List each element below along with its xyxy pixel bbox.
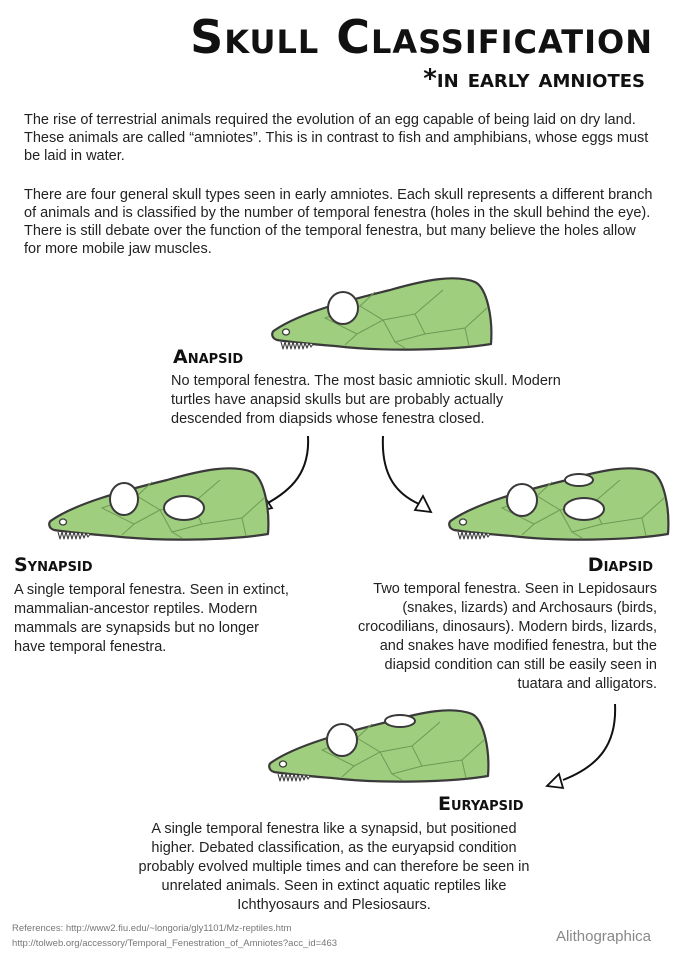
arrow-to-euryapsid: [535, 700, 635, 800]
synapsid-description: A single temporal fenestra. Seen in extinct, mammalian-ancestor reptiles. Modern mammals are synapsids but no longer have temporal fenestra.: [14, 582, 289, 655]
references: [12, 921, 337, 951]
reference-link-2[interactable]: http://tolweb.org/accessory/Temporal_Fenestration_of_Amniotes?acc_id=463: [12, 938, 338, 949]
anapsid-heading: Anapsid: [173, 346, 244, 368]
synapsid-skull-illustration: [42, 458, 277, 548]
temporal-fenestra: [164, 496, 204, 520]
arrow-to-diapsid: [375, 432, 445, 522]
diapsid-description: Two temporal fenestra. Seen in Lepidosaurs (snakes, lizards) and Archosaurs (birds, crocodilians, dinosaurs). Modern birds, lizards, and snakes have modified fenestra, but the diapsid condition can still be easily seen in tuatara and alligators.: [358, 581, 657, 692]
intro-paragraph-2: There are four general skull types seen in early amniotes. Each skull represents a different branch of animals and is classified by the number of temporal fenestra (holes in the skull behind the eye). There is still debate over the function of the temporal fenestra, but many believe the holes allow for more mobile jaw muscles.: [24, 187, 653, 257]
orbit-hole: [327, 724, 357, 756]
intro-paragraph-1: The rise of terrestrial animals required the evolution of an egg capable of being laid on dry land. These animals are called “amniotes”. This is in contrast to fish and amphibians, whose eggs must be laid in water.: [24, 112, 649, 164]
upper-temporal-fenestra: [565, 474, 593, 486]
anapsid-description: No temporal fenestra. The most basic amniotic skull. Modern turtles have anapsid skulls but are probably actually descended from diapsids whose fenestra closed.: [171, 373, 561, 427]
diapsid-heading: Diapsid: [587, 554, 653, 576]
lower-temporal-fenestra: [564, 498, 604, 520]
orbit-hole: [328, 292, 358, 324]
anapsid-skull-illustration: [265, 268, 500, 358]
page-title: Skull Classification: [190, 10, 653, 64]
temporal-fenestra: [385, 715, 415, 727]
euryapsid-skull-illustration: [262, 700, 497, 790]
euryapsid-heading: Euryapsid: [438, 793, 524, 815]
euryapsid-description: A single temporal fenestra like a synapsid, but positioned higher. Debated classification, as the euryapsid condition probably evolved multiple times and can therefore be seen in unrelated animals. Seen in extinct aquatic reptiles like Ichthyosaurs and Plesiosaurs.: [138, 821, 530, 913]
orbit-hole: [110, 483, 138, 515]
page-subtitle: *in early amniotes: [423, 64, 645, 94]
reference-link-1[interactable]: References: http://www2.fiu.edu/~longoria/gly1101/Mz-reptiles.htm: [12, 923, 292, 934]
orbit-hole: [507, 484, 537, 516]
brand-signature: Alithographica: [555, 928, 651, 945]
synapsid-heading: Synapsid: [14, 554, 93, 576]
diapsid-skull-illustration: [442, 458, 673, 548]
